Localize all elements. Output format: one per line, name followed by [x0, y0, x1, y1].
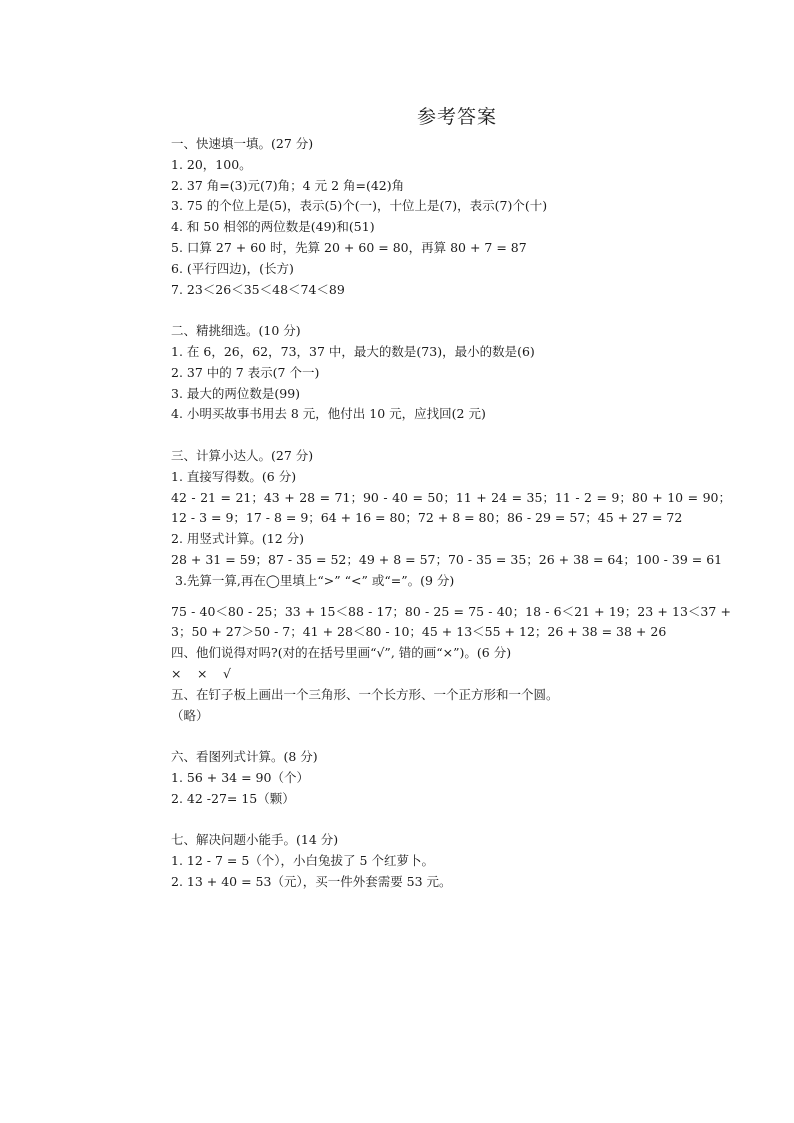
page-title: 参考答案 [416, 106, 497, 128]
section-6-heading: 六、看图列式计算。(8 分) [171, 749, 318, 765]
section-3-sub1-heading: 1. 直接写得数。(6 分) [171, 468, 297, 484]
section-6 [171, 747, 731, 809]
section-2-item-1: 1. 在 6，26，62，73，37 中，最大的数是(73)，最小的数是(6) [171, 343, 535, 359]
section-1 [171, 134, 731, 300]
section-1-item-4: 4. 和 50 相邻的两位数是(49)和(51) [171, 219, 375, 235]
section-2-item-3: 3. 最大的两位数是(99) [171, 385, 301, 401]
check-mark: √ [223, 665, 231, 681]
cross-mark-1: × [171, 665, 182, 681]
section-4-marks [171, 664, 731, 685]
section-3-heading: 三、计算小达人。(27 分) [171, 447, 314, 463]
answer-key-page [171, 104, 731, 893]
section-1-item-5: 5. 口算 27 + 60 时，先算 20 + 60 = 80，再算 80 + 7 = 87 [171, 239, 527, 255]
section-1-item-3: 3. 75 的个位上是(5)，表示(5)个(一)，十位上是(7)，表示(7)个(十) [171, 198, 548, 214]
section-3-sub2-heading: 2. 用竖式计算。(12 分) [171, 531, 305, 547]
section-6-item-1: 1. 56 + 34 = 90（个） [171, 769, 309, 785]
section-3-sub3-answers: 75 - 40＜80 - 25；33 + 15＜88 - 17；80 - 25 = 75 - 40；18 - 6＜21 + 19；23 + 13＜37 + 3；50 + 27＞50 - 7；41 + 28＜80 - 10；45 + 13＜55 + 12；26 + 38 = 38 + 26 [171, 603, 731, 640]
section-5-heading: 五、在钉子板上画出一个三角形、一个长方形、一个正方形和一个圆。 [171, 686, 559, 702]
section-7 [171, 830, 731, 892]
section-3-sub3-heading: 3.先算一算,再在◯里填上“>” “<” 或“=”。(9 分) [175, 572, 455, 588]
section-1-item-6: 6. (平行四边)，(长方) [171, 260, 294, 276]
section-4-heading: 四、他们说得对吗?(对的在括号里画“√”, 错的画“×”)。(6 分) [171, 645, 512, 661]
section-5 [171, 685, 731, 727]
cross-mark-2: × [197, 665, 208, 681]
spacer [171, 592, 731, 602]
section-4 [171, 643, 731, 685]
section-3-sub2-answers: 28 + 31 = 59；87 - 35 = 52；49 + 8 = 57；70 - 35 = 35；26 + 38 = 64；100 - 39 = 61 [171, 551, 723, 567]
section-1-item-1: 1. 20，100。 [171, 156, 252, 172]
section-7-item-2: 2. 13 + 40 = 53（元），买一件外套需要 53 元。 [171, 873, 452, 889]
section-2-item-2: 2. 37 中的 7 表示(7 个一) [171, 364, 320, 380]
section-2-heading: 二、精挑细选。(10 分) [171, 323, 301, 339]
section-6-item-2: 2. 42 -27= 15（颗） [171, 790, 295, 806]
section-3 [171, 446, 731, 643]
section-5-answer: （略） [171, 707, 209, 723]
spacer [171, 810, 731, 831]
section-2 [171, 321, 731, 425]
spacer [171, 425, 731, 446]
section-1-item-2: 2. 37 角=(3)元(7)角；4 元 2 角=(42)角 [171, 177, 405, 193]
spacer [171, 300, 731, 321]
section-1-heading: 一、快速填一填。(27 分) [171, 136, 314, 151]
section-2-item-4: 4. 小明买故事书用去 8 元，他付出 10 元，应找回(2 元) [171, 406, 486, 422]
section-7-item-1: 1. 12 - 7 = 5（个），小白兔拔了 5 个红萝卜。 [171, 853, 434, 869]
section-3-sub1-answers: 42 - 21 = 21；43 + 28 = 71；90 - 40 = 50；11 + 24 = 35；11 - 2 = 9；80 + 10 = 90；12 - 3 = 9；17 - 8 = 9；64 + 16 = 80；72 + 8 = 80；86 - 29 = 57；45 + 27 = 72 [171, 489, 731, 526]
spacer [171, 726, 731, 747]
section-7-heading: 七、解决问题小能手。(14 分) [171, 832, 339, 848]
section-1-item-7: 7. 23＜26＜35＜48＜74＜89 [171, 281, 345, 297]
